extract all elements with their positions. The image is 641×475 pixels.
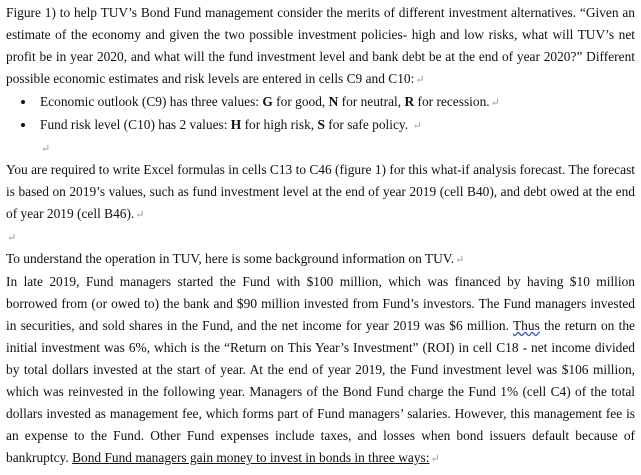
paragraph-mark: ↵ <box>430 453 440 465</box>
paragraph-mark: ↵ <box>415 74 425 86</box>
grammar-flag-word[interactable]: Thus <box>513 318 540 333</box>
paragraph-mark: ↵ <box>490 97 500 109</box>
paragraph-mark: ↵ <box>412 120 422 132</box>
empty-paragraph <box>6 226 635 248</box>
paragraph-intro: Figure 1) to help TUV’s Bond Fund management consider the merits of different investment alternatives. “Given an estimate of the economy and given the two possible investment policies- high and low risks, what will TUV’s net profit be in year 2020, and what will the fund investment level and bank debt be at the end of year 2020?” Different possible economic estimates and risk levels are entered in cells C9 and C10:↵ <box>6 5 635 86</box>
paragraph-mark: ↵ <box>455 254 465 266</box>
paragraph-mark: ↵ <box>135 209 145 221</box>
paragraph-mark: ↵ <box>7 232 17 244</box>
bullet-fund-risk-level: • Fund risk level (C10) has 2 values: H for high risk, S for safe policy. ↵ <box>36 114 635 137</box>
paragraph-background: In late 2019, Fund managers started the Fund with $100 million, which was financed by having $10 million borrowed from (or owed to) the bank and $90 million invested from Fund’s investors. The Fund managers invested in securities, and sold shares in the Fund, and the net income for year 2019 was $6 million. Thus the return on the initial investment was 6%, which is the “Return on This Year’s Investment” (ROI) in cell C18 - net income divided by total dollars invested at the start of year. At the end of year 2019, the Fund investment level was $106 million, which was reinvested in the following year. Managers of the Bond Fund charge the Fund 1% (cell C4) of the total dollars invested as management fee, which forms part of Fund managers’ salaries. However, this management fee is an expense to the Fund. Other Fund expenses include taxes, and losses when bond issuers default because of bankruptcy. Bond Fund managers gain money to invest in bonds in three ways:↵ <box>6 274 635 465</box>
underlined-sentence: Bond Fund managers gain money to invest in bonds in three ways: <box>72 450 430 465</box>
paragraph-mark: ↵ <box>41 143 51 155</box>
paragraph-background-heading: To understand the operation in TUV, here is some background information on TUV.↵ <box>6 251 465 266</box>
bullet-economic-outlook: • Economic outlook (C9) has three values: G for good, N for neutral, R for recession.↵ <box>36 91 635 114</box>
paragraph-instructions: You are required to write Excel formulas in cells C13 to C46 (figure 1) for this what-if analysis forecast. The forecast is based on 2019’s values, such as fund investment level at the end of year 2019 (cell B40), and debt owed at the end of year 2019 (cell B46).↵ <box>6 162 635 221</box>
bullet-list <box>6 91 635 137</box>
empty-paragraph <box>6 137 635 159</box>
